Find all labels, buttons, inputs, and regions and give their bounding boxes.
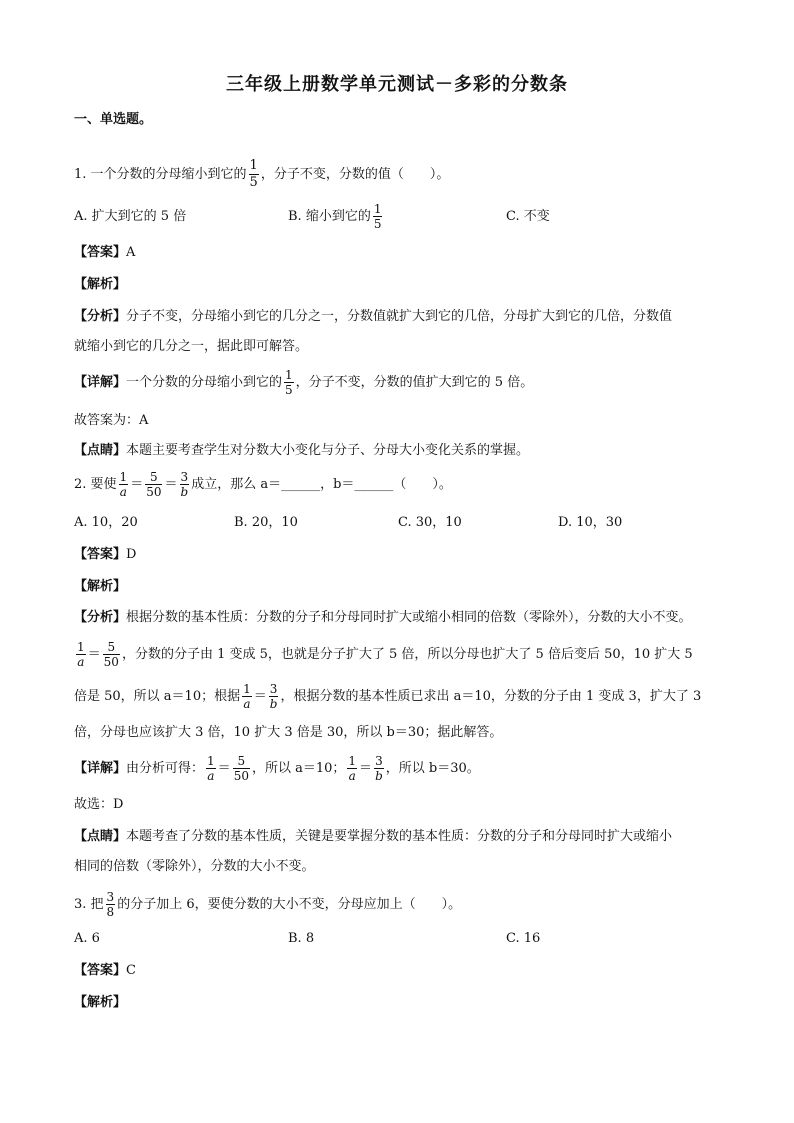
comment-line-2: 相同的倍数（零除外），分数的大小不变。	[74, 859, 315, 874]
question-3: 3. 把 $\frac{3}{8}$ 的分子加上 6，要使分数的大小不变，分母应加上（ ）。	[74, 890, 462, 919]
section-heading: 一、单选题。	[74, 112, 153, 127]
fraction: $\frac{1}{a}$	[207, 754, 215, 783]
comment-line-1: 【点睛】本题考查了分数的基本性质，关键是要掌握分数的基本性质：分数的分子和分母同时扩大或缩小	[74, 829, 673, 844]
detail-line: 【详解】由分析可得： $\frac{1}{a}$ ＝ $\frac{5}{50}$ ，所以 a＝10； $\frac{1}{a}$ ＝ $\frac{3}{b}$ ，所以 b＝30。	[74, 754, 480, 783]
question-1-option-c: C. 不变	[506, 209, 550, 224]
page-title: 三年级上册数学单元测试－多彩的分数条	[226, 74, 568, 95]
question-2-option-d: D. 10，30	[558, 515, 623, 530]
fraction: $\frac{1}{a}$	[243, 682, 251, 711]
question-2: 2. 要使 $\frac{1}{a}$ ＝ $\frac{5}{50}$ ＝ $\frac{3}{b}$ 成立，那么 a＝______，b＝______（ ）。	[74, 470, 452, 499]
analysis-line-1: 【分析】根据分数的基本性质：分数的分子和分母同时扩大或缩小相同的倍数（零除外），分数的大小不变。	[74, 610, 692, 625]
fraction: $\frac{1}{a}$	[119, 470, 128, 499]
fraction: $\frac{3}{b}$	[269, 682, 278, 711]
detail-line: 【详解】一个分数的分母缩小到它的 $\frac{1}{5}$ ，分子不变，分数的值扩大到它的 5 倍。	[74, 368, 534, 397]
fraction: $\frac{1}{a}$	[348, 754, 357, 783]
analysis-heading: 【解析】	[74, 579, 127, 594]
fraction: $\frac{5}{50}$	[146, 470, 162, 499]
fraction: $\frac{1}{5}$	[373, 202, 382, 231]
question-2-option-a: A. 10，20	[74, 515, 138, 530]
fraction: $\frac{1}{a}$	[77, 640, 85, 669]
question-1-suffix: ，分子不变，分数的值（ ）。	[260, 167, 450, 182]
analysis-heading: 【解析】	[74, 277, 127, 292]
question-3-option-b: B. 8	[288, 931, 315, 946]
analysis-line-1: 【分析】分子不变，分母缩小到它的几分之一，分数值就扩大到它的几倍，分母扩大到它的几倍，分数值	[74, 309, 673, 324]
answer-line: 【答案】A	[74, 245, 136, 260]
question-1-prefix: 1. 一个分数的分母缩小到它的	[74, 167, 247, 182]
answer-line: 【答案】D	[74, 547, 137, 562]
comment-line: 【点睛】本题主要考查学生对分数大小变化与分子、分母大小变化关系的掌握。	[74, 443, 530, 458]
question-1	[74, 158, 449, 191]
conclusion-line: 故选：D	[74, 797, 124, 812]
fraction: $\frac{5}{50}$	[103, 640, 119, 669]
question-1-option-a: A. 扩大到它的 5 倍	[74, 209, 187, 224]
fraction: $\frac{1}{5}$	[249, 158, 258, 190]
fraction: $\frac{3}{b}$	[180, 470, 189, 499]
question-3-option-c: C. 16	[506, 931, 541, 946]
question-3-option-a: A. 6	[74, 931, 100, 946]
analysis-heading: 【解析】	[74, 995, 127, 1010]
fraction: $\frac{3}{b}$	[375, 754, 383, 783]
fraction: $\frac{3}{8}$	[106, 890, 115, 919]
question-2-option-c: C. 30，10	[398, 515, 462, 530]
question-2-option-b: B. 20，10	[234, 515, 298, 530]
answer-line: 【答案】C	[74, 963, 136, 978]
fraction: $\frac{1}{5}$	[285, 368, 293, 397]
analysis-line-2: 就缩小到它的几分之一，据此即可解答。	[74, 339, 309, 354]
conclusion-line: 故答案为：A	[74, 413, 149, 428]
question-1-option-b: B. 缩小到它的 $\frac{1}{5}$	[288, 202, 382, 231]
analysis-line-4: 倍，分母也应该扩大 3 倍，10 扩大 3 倍是 30，所以 b＝30；据此解答。	[74, 725, 503, 740]
analysis-line-3: 倍是 50，所以 a＝10；根据 $\frac{1}{a}$ ＝ $\frac{3}{b}$ ，根据分数的基本性质已求出 a＝10，分数的分子由 1 变成 3，扩大了 3	[74, 682, 702, 711]
analysis-line-2: $\frac{1}{a}$ ＝ $\frac{5}{50}$ ，分数的分子由 1 变成 5，也就是分子扩大了 5 倍，所以分母也扩大了 5 倍后变后 50，10 扩大 5	[77, 640, 693, 669]
fraction: $\frac{5}{50}$	[233, 754, 249, 783]
